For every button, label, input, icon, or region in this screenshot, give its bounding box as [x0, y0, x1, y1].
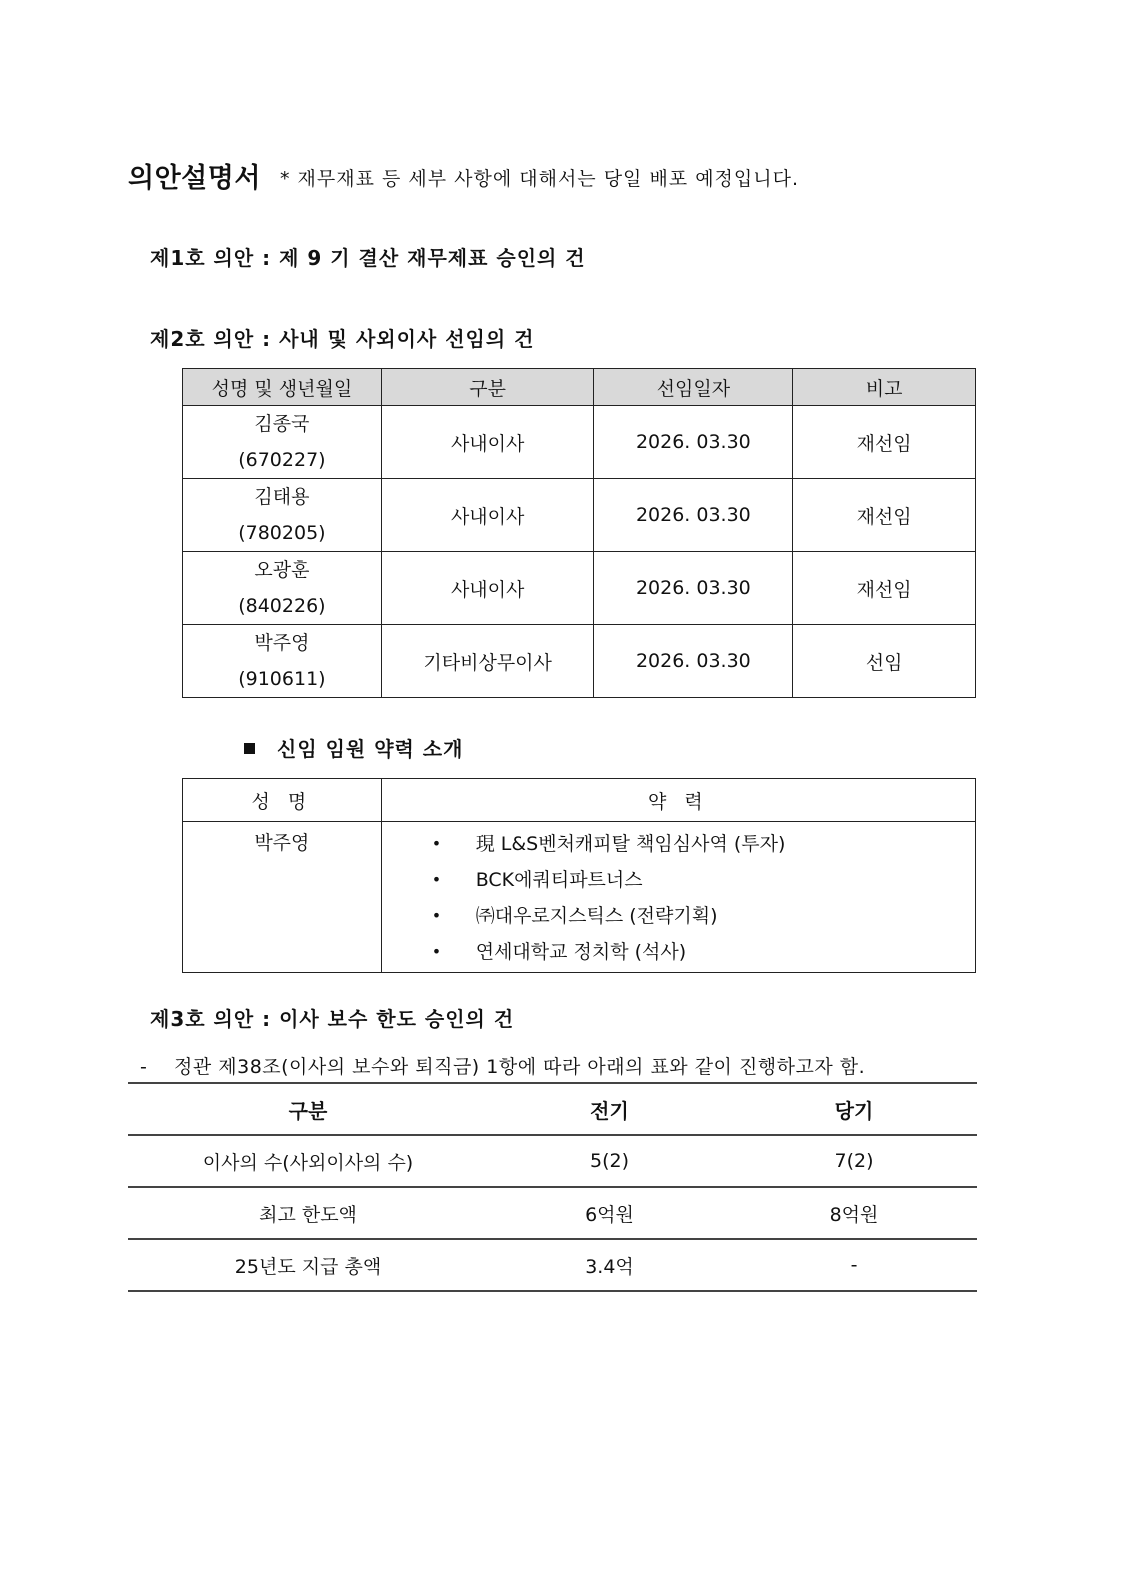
type-cell: 사내이사: [381, 552, 594, 625]
table-header-row: [128, 1083, 977, 1135]
table-cell: 최고 한도액: [128, 1187, 488, 1239]
director-birth: (840226): [238, 595, 326, 617]
career-name-cell: 박주영: [183, 822, 382, 973]
table-row: [128, 1187, 977, 1239]
date-cell: 2026. 03.30: [594, 479, 793, 552]
table-header-row: [183, 779, 976, 822]
director-name: 박주영: [254, 632, 310, 654]
director-election-table: [182, 368, 976, 698]
name-cell: [183, 552, 382, 625]
agenda2-heading: 제2호 의안 : 사내 및 사외이사 선임의 건: [150, 327, 535, 351]
name-cell: [183, 406, 382, 479]
column-header: 성 명: [183, 779, 382, 822]
column-header: 선임일자: [594, 369, 793, 406]
list-item: • BCK에쿼티파트너스: [430, 862, 975, 898]
name-cell: [183, 479, 382, 552]
director-name: 오광훈: [254, 559, 310, 581]
director-name: 김태용: [254, 486, 310, 508]
table-row: [183, 625, 976, 698]
table-row: [183, 406, 976, 479]
square-bullet-icon: [244, 743, 255, 754]
column-header: 구분: [128, 1083, 488, 1135]
column-header: 구분: [381, 369, 594, 406]
agenda3-heading: 제3호 의안 : 이사 보수 한도 승인의 건: [150, 1007, 515, 1031]
career-list-cell: [381, 822, 975, 973]
table-row: [183, 479, 976, 552]
agenda3-note: [140, 1052, 865, 1079]
column-header: 약 력: [381, 779, 975, 822]
column-header: 전기: [488, 1083, 731, 1135]
column-header: 당기: [731, 1083, 977, 1135]
column-header: 비고: [793, 369, 976, 406]
list-item: • 연세대학교 정치학 (석사): [430, 934, 975, 970]
document-title: 의안설명서: [128, 163, 261, 194]
table-row: [128, 1135, 977, 1187]
name-cell: [183, 625, 382, 698]
career-table: [182, 778, 976, 973]
title-note: * 재무재표 등 세부 사항에 대해서는 당일 배포 예정입니다.: [280, 168, 799, 190]
director-name: 김종국: [254, 413, 310, 435]
list-item: • ㈜대우로지스틱스 (전략기획): [430, 898, 975, 934]
note-cell: 재선임: [793, 479, 976, 552]
table-cell: 8억원: [731, 1187, 977, 1239]
table-cell: 이사의 수(사외이사의 수): [128, 1135, 488, 1187]
table-row: [183, 552, 976, 625]
director-birth: (910611): [238, 668, 326, 690]
date-cell: 2026. 03.30: [594, 625, 793, 698]
table-cell: 7(2): [731, 1135, 977, 1187]
career-heading-text: 신임 임원 약력 소개: [277, 737, 464, 761]
career-list: [382, 822, 975, 972]
table-cell: 25년도 지급 총액: [128, 1239, 488, 1291]
note-text: 정관 제38조(이사의 보수와 퇴직금) 1항에 따라 아래의 표와 같이 진행하고자 함.: [174, 1056, 866, 1078]
table-cell: 6억원: [488, 1187, 731, 1239]
note-cell: 재선임: [793, 552, 976, 625]
type-cell: 사내이사: [381, 406, 594, 479]
table-cell: 5(2): [488, 1135, 731, 1187]
table-row: [128, 1239, 977, 1291]
list-item: • 現 L&S벤처캐피탈 책임심사역 (투자): [430, 826, 975, 862]
note-cell: 재선임: [793, 406, 976, 479]
career-heading: [244, 733, 463, 762]
date-cell: 2026. 03.30: [594, 406, 793, 479]
type-cell: 사내이사: [381, 479, 594, 552]
director-birth: (670227): [238, 449, 326, 471]
note-dash: -: [140, 1056, 148, 1078]
director-pay-table: [128, 1082, 977, 1292]
agenda1-heading: 제1호 의안 : 제 9 기 결산 재무제표 승인의 건: [150, 246, 586, 270]
type-cell: 기타비상무이사: [381, 625, 594, 698]
table-cell: 3.4억: [488, 1239, 731, 1291]
note-cell: 선임: [793, 625, 976, 698]
table-header-row: [183, 369, 976, 406]
table-row: [183, 822, 976, 973]
column-header: 성명 및 생년월일: [183, 369, 382, 406]
date-cell: 2026. 03.30: [594, 552, 793, 625]
director-birth: (780205): [238, 522, 326, 544]
table-cell: -: [731, 1239, 977, 1291]
